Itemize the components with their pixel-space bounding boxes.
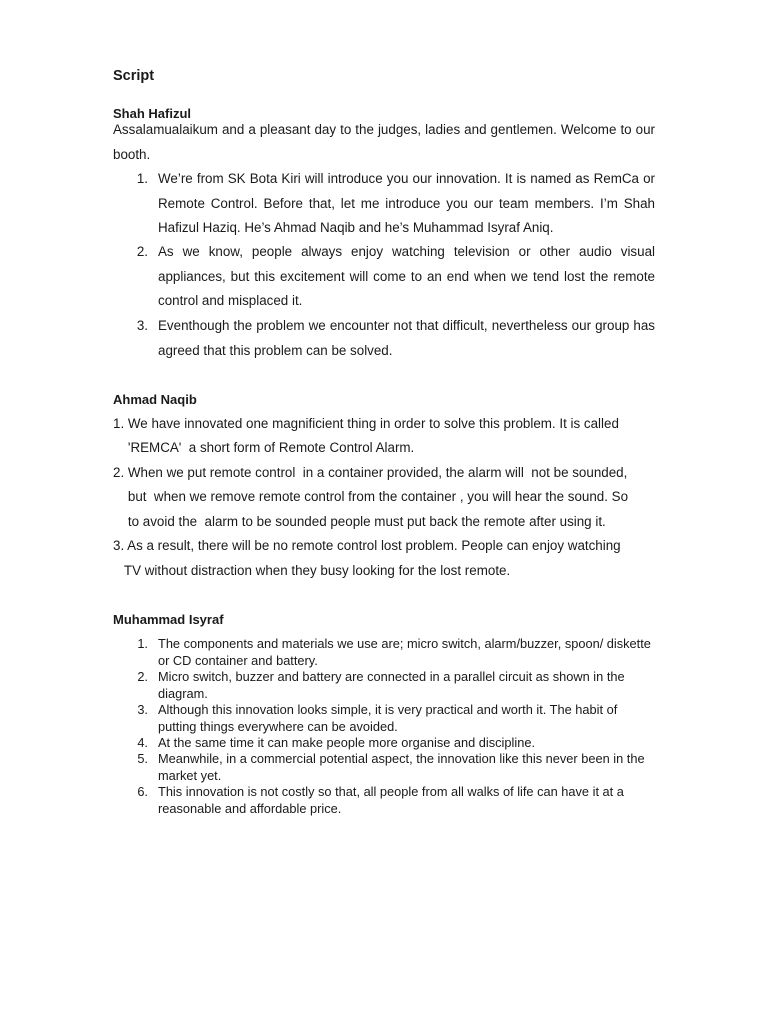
list-item-number: 2. [137, 669, 148, 684]
list-item-number: 6. [137, 784, 148, 799]
speaker-heading-ahmad-naqib: Ahmad Naqib [113, 392, 197, 407]
list-item: Eventhough the problem we encounter not that difficult, nevertheless our group has agreed that this problem can be solved. [158, 318, 655, 358]
list-item-number: 3. [136, 318, 148, 333]
list-item-number: 1. [136, 171, 148, 186]
text-line: to avoid the alarm to be sounded people must put back the remote after using it. [113, 514, 606, 529]
list-item-number: 1. [137, 636, 148, 651]
speaker-heading-shah-hafizul: Shah Hafizul [113, 106, 192, 121]
list-item: Micro switch, buzzer and battery are connected in a parallel circuit as shown in the diagram. [158, 669, 625, 701]
list-item: This innovation is not costly so that, all people from all walks of life can have it at a reasonable and affordable price. [158, 784, 624, 816]
list-item: The components and materials we use are; micro switch, alarm/buzzer, spoon/ diskette or CD container and battery. [158, 636, 651, 668]
document-title: Script [113, 68, 155, 84]
text-line: 3. As a result, there will be no remote control lost problem. People can enjoy watching [113, 538, 621, 553]
list-item: As we know, people always enjoy watching television or other audio visual appliances, but this excitement will come to an end when we tend lost the remote control and misplaced it. [158, 244, 655, 308]
list-item: Meanwhile, in a commercial potential aspect, the innovation like this never been in the market yet. [158, 751, 645, 783]
text-line: 'REMCA' a short form of Remote Control Alarm. [113, 440, 415, 455]
text-line: TV without distraction when they busy looking for the lost remote. [113, 563, 511, 578]
list-item-number: 4. [137, 735, 148, 750]
list-item: Although this innovation looks simple, it is very practical and worth it. The habit of putting things everywhere can be avoided. [158, 702, 618, 734]
speaker-heading-muhammad-isyraf: Muhammad Isyraf [113, 612, 224, 627]
list-item: At the same time it can make people more organise and discipline. [158, 735, 535, 750]
intro-paragraph: Assalamualaikum and a pleasant day to the judges, ladies and gentlemen. Welcome to our booth. [113, 122, 655, 162]
list-item-number: 2. [136, 244, 148, 259]
list-item-number: 3. [137, 702, 148, 717]
text-line: 2. When we put remote control in a container provided, the alarm will not be sounded, [113, 465, 628, 480]
list-item-number: 5. [137, 751, 148, 766]
list-item: We’re from SK Bota Kiri will introduce you our innovation. It is named as RemCa or Remote Control. Before that, let me introduce you our team members. I’m Shah Hafizul Haziq. He’s Ahmad Naqib and he’s Muhammad Isyraf Aniq. [158, 171, 655, 235]
text-line: 1. We have innovated one magnificient thing in order to solve this problem. It is called [113, 416, 619, 431]
text-line: but when we remove remote control from the container , you will hear the sound. So [113, 489, 629, 504]
